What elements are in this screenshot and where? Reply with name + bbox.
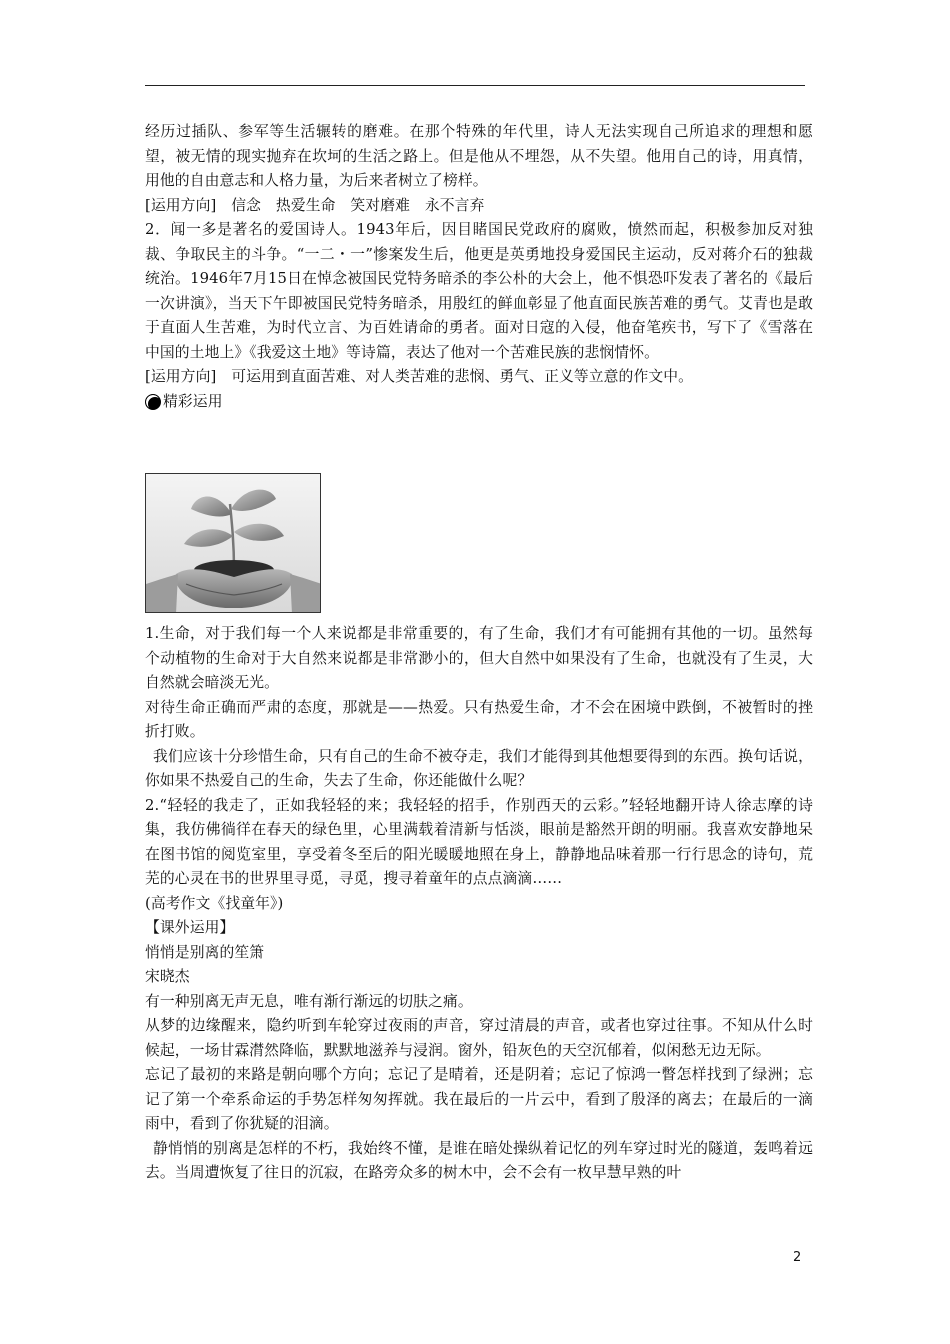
application-direction: [运用方向] 信念 热爱生命 笑对磨难 永不言弃 <box>145 196 485 214</box>
filled-circle-bullet-icon <box>145 394 161 410</box>
paragraph: 静悄悄的别离是怎样的不朽，我始终不懂，是谁在暗处操纵着记忆的列车穿过时光的隧道，轰鸣着远去。当周遭恢复了往日的沉寂，在路旁众多的树木中，会不会有一枚早慧早熟的叶 <box>145 1139 813 1181</box>
section-heading <box>145 390 813 415</box>
paragraph: 从梦的边缘醒来，隐约听到车轮穿过夜雨的声音，穿过清晨的声音，或者也穿过往事。不知从什么时候起，一场甘霖潸然降临，默默地滋养与浸润。窗外，铅灰色的天空沉郁着，似闲愁无边无际。 <box>145 1017 813 1059</box>
paragraph: 对待生命正确而严肃的态度，那就是——热爱。只有热爱生命，才不会在困境中跌倒，不被暂时的挫折打败。 <box>145 698 813 740</box>
hands-holding-seedling-photo <box>145 473 321 613</box>
header-rule <box>145 85 805 86</box>
source-citation: (高考作文《找童年》) <box>145 894 284 912</box>
application-direction: [运用方向] 可运用到直面苦难、对人类苦难的悲悯、勇气、正义等立意的作文中。 <box>145 368 694 385</box>
section-bottom-text <box>145 622 813 1186</box>
section-top-text <box>145 120 813 414</box>
paragraph: 忘记了最初的来路是朝向哪个方向；忘记了是晴着，还是阴着；忘记了惊鸿一瞥怎样找到了绿洲；忘记了第一个牵系命运的手势怎样匆匆挥就。我在最后的一片云中，看到了殷泽的离去；在最后的一滴雨中，看到了你犹疑的泪滴。 <box>145 1066 813 1132</box>
page-number: 2 <box>793 1250 802 1265</box>
essay-author: 宋晓杰 <box>145 968 190 985</box>
paragraph: 有一种别离无声无息，唯有渐行渐远的切肤之痛。 <box>145 992 473 1010</box>
paragraph: 2．闻一多是著名的爱国诗人。1943年后，因目睹国民党政府的腐败，愤然而起，积极参加反对独裁、争取民主的斗争。“一二・一”惨案发生后，他更是英勇地投身爱国民主运动，反对蒋介石的独裁统治。1946年7月15日在悼念被国民党特务暗杀的李公朴的大会上，他不惧恐吓发表了著名的《最后一次讲演》，当天下午即被国民党特务暗杀，用殷红的鲜血彰显了他直面民族苦难的勇气。艾青也是敢于直面人生苦难，为时代立言、为百姓请命的勇者。面对日寇的入侵，他奋笔疾书，写下了《雪落在中国的土地上》《我爱这土地》等诗篇，表达了他对一个苦难民族的悲悯情怀。 <box>145 221 813 361</box>
paragraph: 经历过插队、参军等生活辗转的磨难。在那个特殊的年代里，诗人无法实现自己所追求的理想和愿望，被无情的现实抛弃在坎坷的生活之路上。但是他从不埋怨，从不失望。他用自己的诗，用真情，用他的自由意志和人格力量，为后来者树立了榜样。 <box>145 123 813 189</box>
paragraph: 2.“轻轻的我走了，正如我轻轻的来；我轻轻的招手，作别西天的云彩。”轻轻地翻开诗人徐志摩的诗集，我仿佛徜徉在春天的绿色里，心里满载着清新与恬淡，眼前是豁然开朗的明丽。我喜欢安静地呆在图书馆的阅览室里，享受着冬至后的阳光暖暖地照在身上，静静地品味着那一行行思念的诗句，荒芜的心灵在书的世界里寻觅，寻觅，搜寻着童年的点点滴滴…… <box>145 796 813 887</box>
paragraph: 我们应该十分珍惜生命，只有自己的生命不被夺走，我们才能得到其他想要得到的东西。换句话说，你如果不热爱自己的生命，失去了生命，你还能做什么呢？ <box>145 747 813 789</box>
subsection-heading: 【课外运用】 <box>145 919 235 936</box>
paragraph: 1.生命，对于我们每一个人来说都是非常重要的，有了生命，我们才有可能拥有其他的一切。虽然每个动植物的生命对于大自然来说都是非常渺小的，但大自然中如果没有了生命，也就没有了生灵，大自然就会暗淡无光。 <box>145 625 813 691</box>
section-heading-label: 精彩运用 <box>163 392 223 410</box>
seedling-illustration <box>146 474 321 613</box>
essay-title: 悄悄是别离的笙箫 <box>145 943 265 961</box>
